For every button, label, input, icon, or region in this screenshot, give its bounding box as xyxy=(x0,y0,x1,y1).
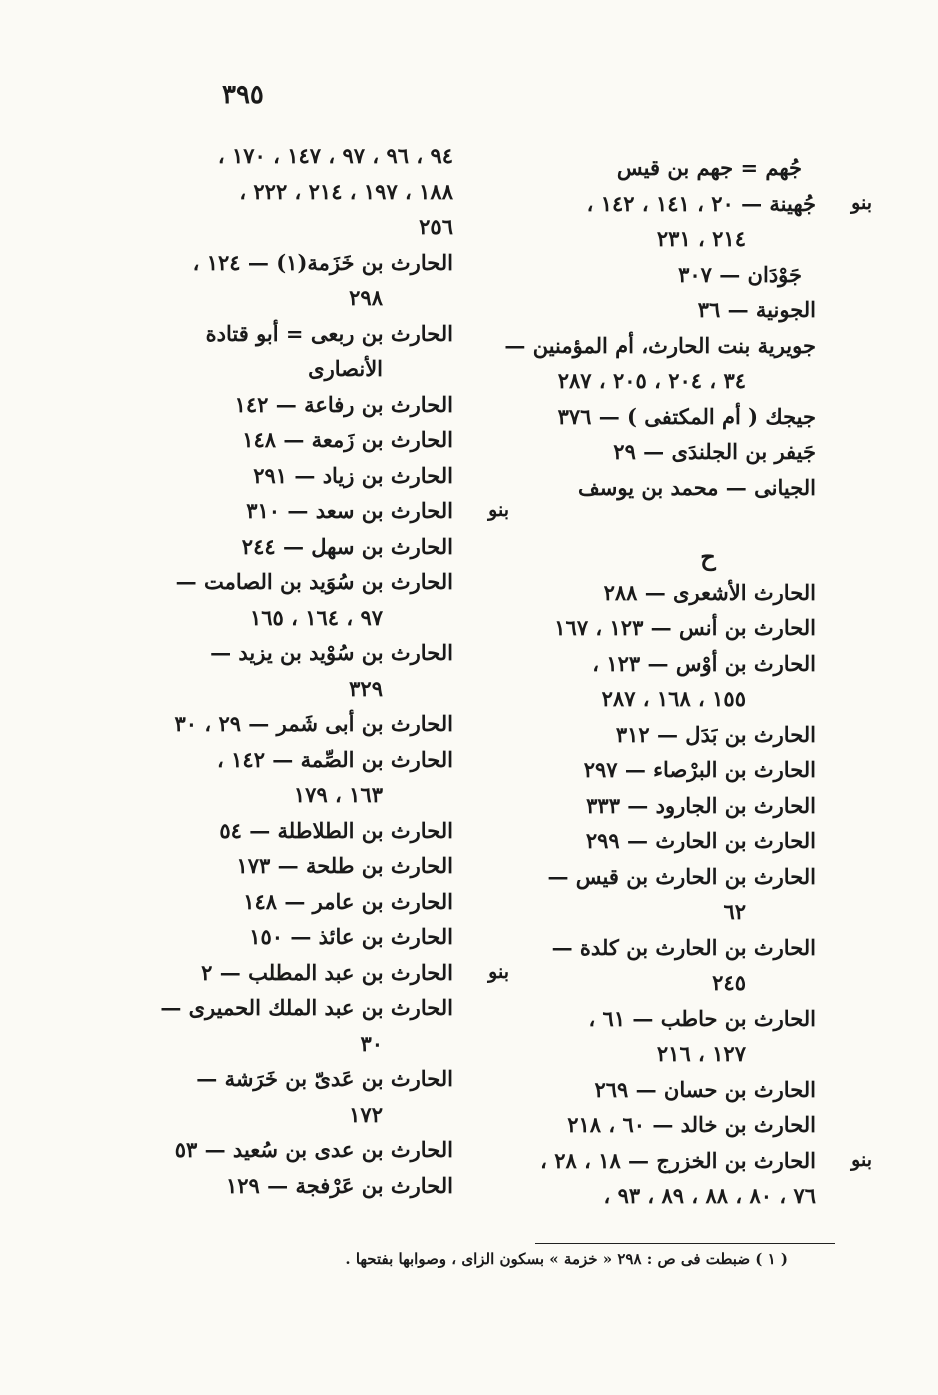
index-entry xyxy=(520,717,816,753)
entry-text: جويرية بنت الحارث، أم المؤمنين — xyxy=(504,332,816,358)
index-entry xyxy=(520,292,816,328)
index-entry xyxy=(520,1072,816,1108)
entry-text: جُهم = جهم بن قيس xyxy=(616,155,802,180)
entry-text: ٣٠ xyxy=(360,1030,383,1056)
index-entry-continuation xyxy=(520,681,816,717)
index-entry xyxy=(520,610,816,646)
entry-text: الحارث بن زياد — ٢٩١ xyxy=(253,462,453,488)
entry-text: الحارث بن الصِّمة — ١٤٢ ، xyxy=(217,746,453,772)
index-entry xyxy=(150,990,453,1026)
entry-text: الحارث بن سُوْيد بن يزيد — xyxy=(210,640,453,665)
index-entry xyxy=(520,575,816,611)
entry-text: الحارث بن الطلاطلة — ٥٤ xyxy=(219,817,453,843)
entry-text: جُهينة — ٢٠ ، ١٤١ ، ١٤٢ ، xyxy=(586,190,816,216)
entry-text: الحارث بن أوْس — ١٢٣ ، xyxy=(592,650,816,676)
entry-text: الحارث بن عبد المطلب — ٢ xyxy=(201,959,453,985)
entry-text: ٢١٤ ، ٢٣١ xyxy=(656,226,746,251)
index-entry xyxy=(150,529,453,565)
entry-text: الأنصارى xyxy=(308,356,383,381)
entry-text: الحارث بن الخزرج — ١٨ ، ٢٨ ، xyxy=(540,1147,816,1173)
index-entry-continuation xyxy=(520,221,816,257)
entry-text: ٧٦ ، ٨٠ ، ٨٨ ، ٨٩ ، ٩٣ ، xyxy=(603,1183,816,1208)
entry-text: الحارث بن الحارث بن قيس — xyxy=(547,863,816,889)
entry-text: الحارث بن أبى شَمر — ٢٩ ، ٣٠ xyxy=(174,711,453,736)
index-entry xyxy=(520,257,816,293)
entry-text: ٣٢٩ xyxy=(349,675,383,701)
entry-prefix: بنو xyxy=(488,960,509,983)
entry-text: ١٨٨ ، ١٩٧ ، ٢١٤ ، ٢٢٢ ، xyxy=(239,178,453,204)
index-entry xyxy=(504,328,816,364)
entry-text: الحارث بن البرْصاء — ٢٩٧ xyxy=(583,757,816,782)
index-entry xyxy=(520,399,816,435)
page-number: ٣٩٥ xyxy=(222,80,264,110)
index-entry xyxy=(150,955,509,991)
entry-text: الحارث بن طلحة — ١٧٣ xyxy=(236,853,453,878)
entry-text: الحارث بن خَزَمة(١) — ١٢٤ ، xyxy=(192,249,453,275)
entry-text: الحارث الأشعرى — ٢٨٨ xyxy=(603,579,816,605)
entry-text: ٢٩٨ xyxy=(349,285,383,310)
entry-text: الحارث بن عَدىّ بن خَرَشة — xyxy=(196,1066,453,1091)
entry-text: ١٥٥ ، ١٦٨ ، ٢٨٧ xyxy=(601,686,746,711)
entry-text: الحارث بن سُوَيد بن الصامت — xyxy=(175,569,453,594)
index-entry xyxy=(150,813,453,849)
entry-text: ١٧٢ xyxy=(349,1101,383,1127)
index-entry xyxy=(150,458,453,494)
entry-text: ح xyxy=(700,542,716,571)
entry-text: ٢٥٦ xyxy=(419,214,453,239)
entry-text: الحارث بن زَمعة — ١٤٨ xyxy=(242,427,453,452)
entry-text: الحارث بن خالد — ٦٠ ، ٢١٨ xyxy=(567,1112,816,1137)
entry-text: الحارث بن بَدَل — ٣١٢ xyxy=(615,721,816,747)
index-entry xyxy=(520,1001,816,1037)
index-entry-continuation xyxy=(520,363,816,399)
index-entry xyxy=(150,387,453,423)
section-letter-heading xyxy=(520,539,816,575)
index-entry xyxy=(150,1132,453,1168)
entry-text: الحارث بن سعد — ٣١٠ xyxy=(246,498,453,523)
index-entry xyxy=(520,150,816,186)
entry-text: الحارث بن ربعى = أبو قتادة xyxy=(205,320,453,346)
index-entry xyxy=(520,930,816,966)
entry-text: ٣٤ ، ٢٠٤ ، ٢٠٥ ، ٢٨٧ xyxy=(557,368,746,393)
index-entry xyxy=(520,1143,872,1179)
index-entry-continuation xyxy=(520,1036,816,1072)
index-entry xyxy=(150,1061,453,1097)
index-entry xyxy=(520,186,872,222)
entry-text: الحارث بن عائذ — ١٥٠ xyxy=(249,924,453,949)
index-entry xyxy=(150,174,453,210)
entry-text: الجيانى — محمد بن يوسف xyxy=(578,474,816,500)
entry-text: ١٢٧ ، ٢١٦ xyxy=(656,1041,746,1066)
index-entry xyxy=(520,1107,816,1143)
index-entry xyxy=(150,245,453,281)
index-entry xyxy=(150,848,453,884)
entry-text: الحارث بن عبد الملك الحميرى — xyxy=(160,995,453,1020)
index-entry xyxy=(150,919,453,955)
index-entry xyxy=(150,742,453,778)
index-entry xyxy=(520,646,816,682)
entry-text: الحارث بن رفاعة — ١٤٢ xyxy=(234,391,453,417)
entry-text: الحارث بن عدى بن سُعيد — ٥٣ xyxy=(174,1137,453,1162)
entry-text: الحارث بن حاطب — ٦١ ، xyxy=(588,1005,816,1031)
index-entry xyxy=(150,1168,453,1204)
entry-text: الجونية — ٣٦ xyxy=(697,297,816,322)
index-entry xyxy=(520,823,816,859)
index-entry xyxy=(150,316,453,352)
index-entry-continuation xyxy=(150,671,453,707)
index-entry xyxy=(150,884,453,920)
index-entry-continuation xyxy=(150,600,453,636)
index-entry xyxy=(150,493,509,529)
entry-text: جَوْدَان — ٣٠٧ xyxy=(678,261,802,287)
index-entry-continuation xyxy=(150,351,453,387)
entry-prefix: بنو xyxy=(488,499,509,521)
entry-text: ٢٤٥ xyxy=(712,970,746,995)
entry-text: ٩٤ ، ٩٦ ، ٩٧ ، ١٤٧ ، ١٧٠ ، xyxy=(217,143,453,168)
index-entry xyxy=(520,752,816,788)
entry-text: الحارث بن عامر — ١٤٨ xyxy=(243,888,453,914)
index-entry xyxy=(520,434,816,470)
index-entry-continuation xyxy=(150,1026,453,1062)
entry-text: الحارث بن الحارث بن كلدة — xyxy=(551,934,816,960)
index-entry xyxy=(150,635,453,671)
entry-text: الحارث بن حسان — ٢٦٩ xyxy=(594,1076,816,1102)
footnote-divider xyxy=(535,1243,835,1244)
entry-text: ٦٢ xyxy=(723,899,746,924)
index-entry xyxy=(520,470,816,506)
entry-text: جَيفر بن الجلندَى — ٢٩ xyxy=(613,439,816,464)
entry-prefix: بنو xyxy=(851,1148,872,1171)
index-entry-continuation xyxy=(520,894,816,930)
index-entry xyxy=(520,788,816,824)
index-column-left xyxy=(150,138,509,1203)
entry-text: الحارث بن أنس — ١٢٣ ، ١٦٧ xyxy=(554,615,816,640)
index-entry xyxy=(150,422,453,458)
entry-text: جيجك ( أم المكتفى ) — ٣٧٦ xyxy=(557,403,816,429)
entry-prefix: بنو xyxy=(851,191,872,214)
entry-text: الحارث بن الجارود — ٣٣٣ xyxy=(586,792,816,818)
index-entry xyxy=(150,209,453,245)
index-entry xyxy=(520,859,816,895)
entry-text: الحارث بن سهل — ٢٤٤ xyxy=(241,533,453,559)
index-column-right xyxy=(504,150,872,1214)
entry-text: الحارث بن عَرْفجة — ١٢٩ xyxy=(226,1172,453,1198)
index-entry-continuation xyxy=(150,777,453,813)
entry-text: الحارث بن الحارث — ٢٩٩ xyxy=(585,828,816,853)
entry-text: ٩٧ ، ١٦٤ ، ١٦٥ xyxy=(249,604,383,630)
entry-text: ١٦٣ ، ١٧٩ xyxy=(293,782,383,807)
section-gap xyxy=(520,505,816,539)
index-entry xyxy=(150,138,453,174)
index-entry-continuation xyxy=(150,1097,453,1133)
index-entry-continuation xyxy=(520,965,816,1001)
footnote: ( ١ ) ضبطت فى ص : ٢٩٨ « خزمة » بسكون الزاى ، وصوابها بفتحها . xyxy=(345,1250,788,1268)
index-entry xyxy=(150,706,453,742)
index-entry-continuation xyxy=(150,280,453,316)
index-entry xyxy=(150,564,453,600)
index-entry xyxy=(520,1178,816,1214)
